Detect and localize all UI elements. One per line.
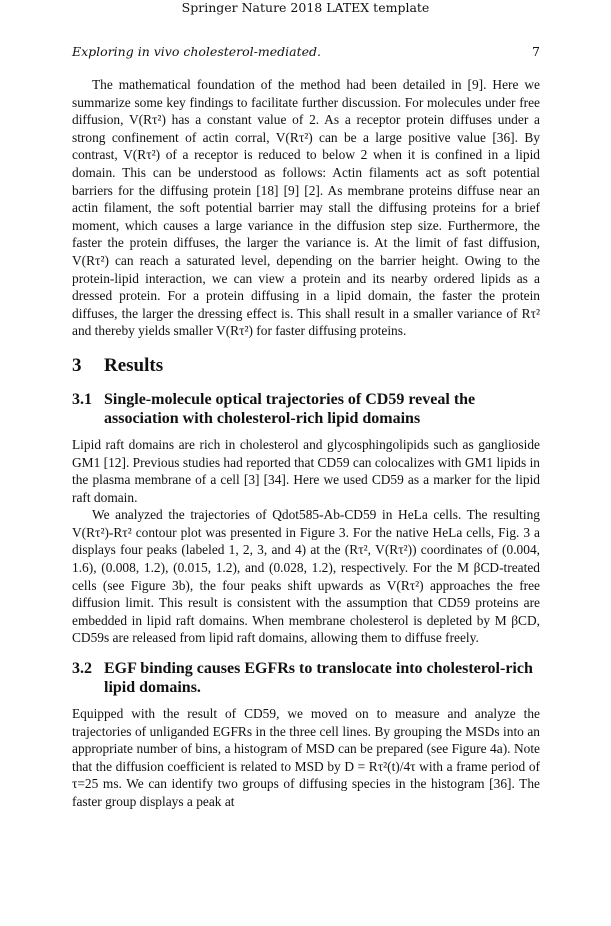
header-title: Exploring in vivo cholesterol-mediated. — [72, 44, 321, 59]
body-text — [72, 76, 540, 811]
paragraph-3-1-b: We analyzed the trajectories of Qdot585-Ab-CD59 in HeLa cells. The resulting V(Rτ²)-Rτ² contour plot was presented in Figure 3. For the native HeLa cells, Fig. 3 a displays four peaks (labeled 1, 2, 3, and 4) at the (Rτ², V(Rτ²)) coordinates of (0.004, 1.6), (0.008, 1.2), (0.015, 1.2), and (0.028, 1.2), respectively. For the M βCD-treated cells (see Figure 3b), the four peaks shift upwards as V(Rτ²) approaches the free diffusion limit. This result is consistent with the assumption that CD59 proteins are embedded in lipid raft domains. When membrane cholesterol is depleted by M βCD, CD59s are released from lipid raft domains, allowing them to diffuse freely. — [72, 507, 540, 646]
subsection-title: EGF binding causes EGFRs to translocate into cholesterol-rich lipid domains. — [104, 660, 533, 697]
subsection-number: 3.1 — [72, 390, 92, 408]
subsection-heading-3-2 — [72, 659, 540, 697]
page-header — [72, 44, 540, 60]
subsection-number: 3.2 — [72, 660, 92, 678]
section-title: Results — [104, 354, 164, 376]
page-number: 7 — [532, 44, 540, 59]
subsection-title: Single-molecule optical trajectories of CD59 reveal the association with cholesterol-rich lipid domains — [104, 390, 476, 427]
section-heading-results — [72, 354, 540, 378]
paragraph-3-1-a: Lipid raft domains are rich in cholesterol and glycosphingolipids such as ganglioside GM1 [12]. Previous studies had reported that CD59 can colocalizes with GM1 lipids in the plasma membrane of a cell [3] [34]. Here we used CD59 as a marker for the lipid raft domain. — [72, 436, 540, 505]
subsection-heading-3-1 — [72, 390, 540, 428]
intro-paragraph: The mathematical foundation of the method had been detailed in [9]. Here we summarize some key findings to facilitate further discussion. For molecules under free diffusion, V(Rτ²) has a constant value of 2. As a receptor protein diffuses under a strong confinement of actin corral, V(Rτ²) can be a large positive value [36]. By contrast, V(Rτ²) of a receptor is reduced to below 2 when it is confined in a lipid domain. This can be understood as follows: Actin filaments act as soft potential barriers for the diffusing protein [18] [9] [2]. As membrane proteins diffuse near an actin filament, the soft potential barrier may stall the diffusing proteins for a brief moment, which causes a large variance in the diffusion step size. Furthermore, the faster the protein diffuses, the larger the variance is. At the limit of fast diffusion, V(Rτ²) can reach a saturated level, depending on the barrier height. Owing to the protein-lipid interaction, we can view a protein and its nearby ordered lipids as a dressed protein. For a protein diffusing in a lipid domain, the faster the protein diffuses, the larger the dressing effect is. This shall result in a smaller variance of Rτ² and thereby yields smaller V(Rτ²) for faster diffusing proteins. — [72, 77, 540, 339]
section-number: 3 — [72, 354, 82, 376]
paragraph-3-2-a: Equipped with the result of CD59, we moved on to measure and analyze the trajectories of unliganded EGFRs in the three cell lines. By grouping the MSDs into an appropriate number of bins, a histogram of MSD can be prepared (see Figure 4a). Note that the diffusion coefficient is related to MSD by D = Rτ²(t)/4τ with a frame period of τ=25 ms. We can identify two groups of diffusing species in the histogram [36]. The faster group displays a peak at — [72, 706, 540, 809]
running-head: Springer Nature 2018 LATEX template — [181, 0, 430, 15]
